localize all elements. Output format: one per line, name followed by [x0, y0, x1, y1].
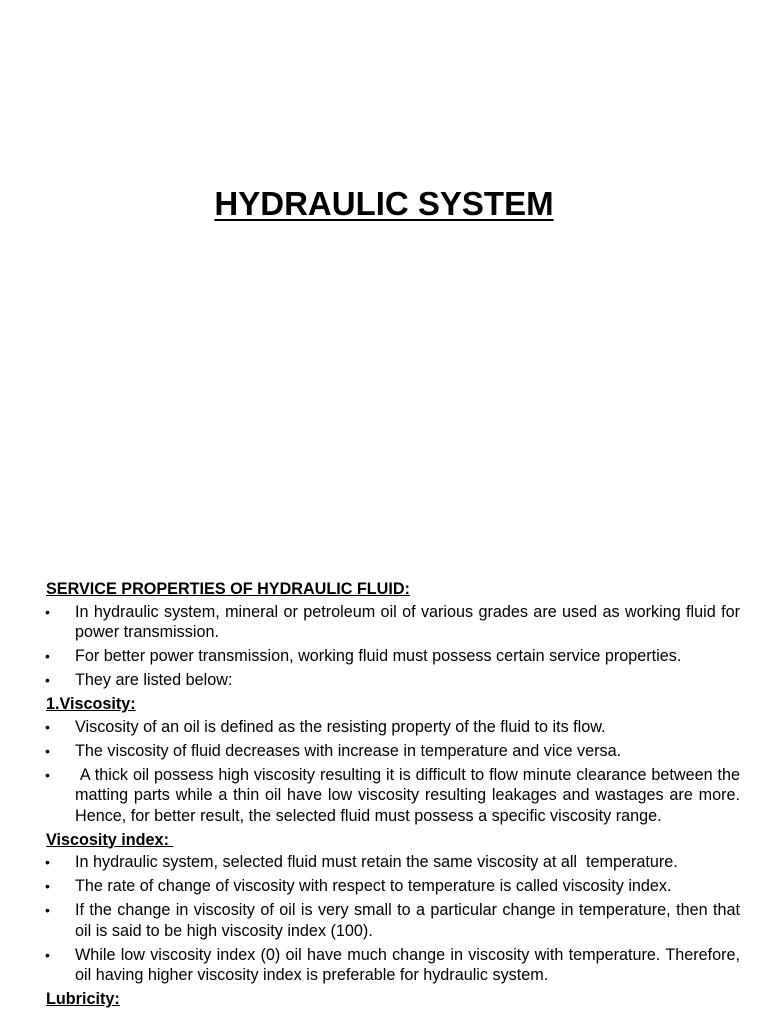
list-item-text: In hydraulic system, mineral or petroleum oil of various grades are used as working fluid for power transmission.	[75, 602, 745, 641]
page-title: HYDRAULIC SYSTEM	[214, 185, 554, 222]
bullet-icon: •	[45, 718, 50, 735]
bullet-list	[45, 852, 745, 986]
list-item	[46, 670, 740, 691]
bullet-icon: •	[45, 742, 50, 759]
bullet-icon: •	[45, 672, 50, 688]
list-item-text: A thick oil possess high viscosity resulting it is difficult to flow minute clearance between the matting parts while a thin oil have low viscosity resulting leakages and wastages are more. Hence, for better result, the selected fluid must possess a specific viscosity range.	[75, 765, 745, 825]
section-service-properties	[45, 579, 745, 691]
bullet-icon: •	[45, 946, 50, 963]
bullet-icon: •	[45, 766, 50, 783]
list-item-text: While low viscosity index (0) oil have much change in viscosity with temperature. Therefore, oil having higher viscosity index is preferable for hydraulic system.	[75, 945, 745, 984]
section-heading: 1.Viscosity:	[46, 695, 136, 713]
section-viscosity-index	[45, 830, 745, 986]
list-item-text: In hydraulic system, selected fluid must retain the same viscosity at all temperature.	[75, 853, 678, 871]
bullet-icon: •	[45, 878, 50, 894]
bullet-icon: •	[45, 902, 50, 918]
list-item-text: The viscosity of fluid decreases with increase in temperature and vice versa.	[75, 741, 622, 760]
list-item	[46, 876, 740, 897]
section-heading: Viscosity index:	[46, 830, 174, 849]
document-body	[45, 579, 745, 1012]
bullet-icon: •	[45, 854, 50, 870]
list-item	[45, 945, 745, 986]
bullet-list	[45, 717, 745, 827]
section-heading: Lubricity:	[46, 990, 120, 1008]
list-item-text: The rate of change of viscosity with respect to temperature is called viscosity index.	[75, 877, 672, 895]
list-item	[45, 602, 745, 643]
bullet-icon: •	[45, 648, 50, 664]
list-item	[46, 717, 740, 738]
section-lubricity	[46, 989, 740, 1010]
list-item	[46, 852, 740, 873]
section-heading: SERVICE PROPERTIES OF HYDRAULIC FLUID:	[46, 580, 410, 598]
bullet-icon: •	[45, 603, 50, 620]
list-item	[46, 646, 740, 667]
bullet-list	[45, 602, 745, 691]
list-item-text: If the change in viscosity of oil is very small to a particular change in temperature, then that oil is said to be high viscosity index (100).	[75, 901, 745, 940]
list-item-text: They are listed below:	[75, 671, 233, 689]
list-item	[45, 765, 745, 827]
list-item-text: Viscosity of an oil is defined as the resisting property of the fluid to its flow.	[75, 717, 606, 736]
list-item	[46, 741, 740, 762]
list-item-text: For better power transmission, working fluid must possess certain service properties.	[75, 647, 682, 665]
list-item	[45, 900, 745, 941]
section-viscosity	[45, 694, 745, 826]
